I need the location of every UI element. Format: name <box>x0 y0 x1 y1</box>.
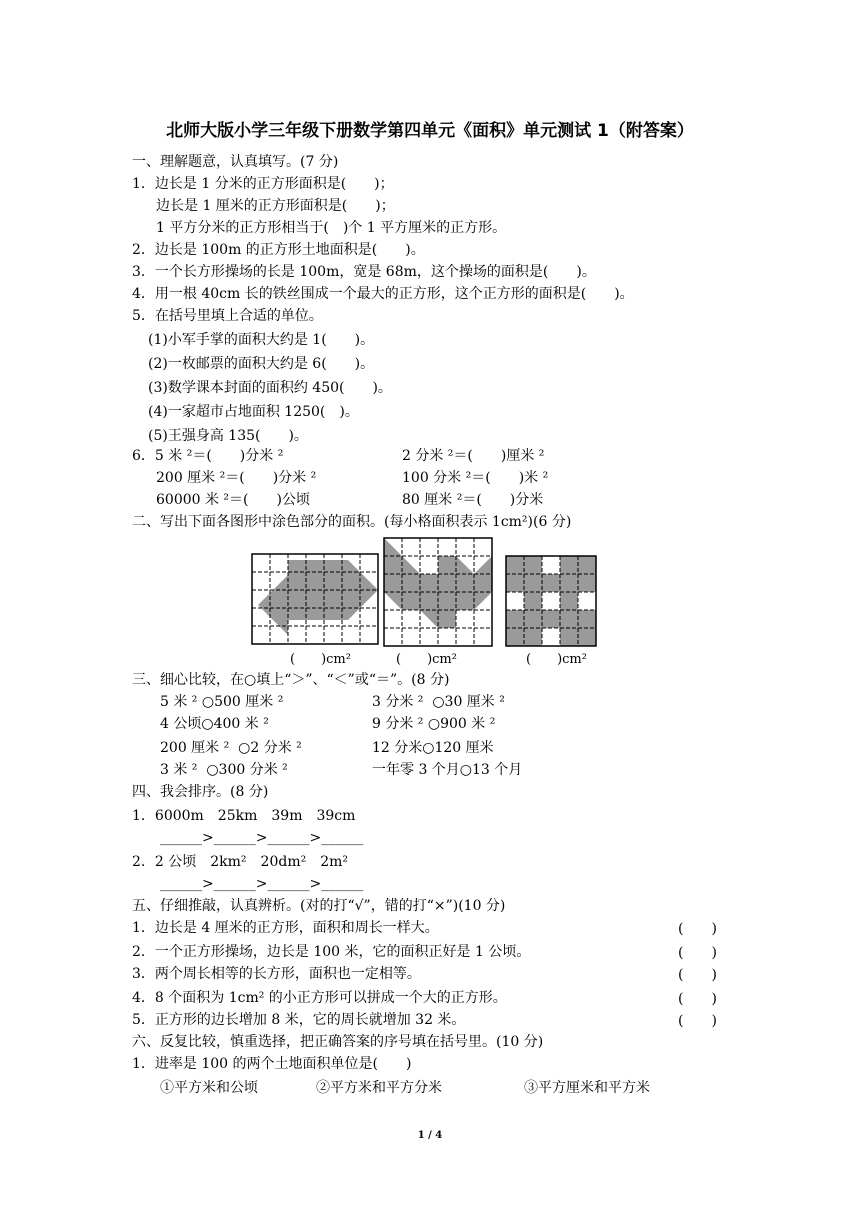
line-s5-q1: 1．边长是 4 厘米的正方形，面积和周长一样大。 <box>132 920 439 936</box>
line-s4-q1-blank: ______>______>______>______ <box>160 830 364 846</box>
line-s3-b: 3 分米 ² ○30 厘米 ² <box>372 694 505 710</box>
line-s3-g: 3 米 ² ○300 分米 ² <box>160 762 288 778</box>
line-s1-q6-f: 80 厘米 ²＝( )分米 <box>402 492 544 508</box>
grid-figure-3 <box>506 556 596 646</box>
judge-bracket-2[interactable]: ( ) <box>678 945 717 961</box>
line-s5-q5: 5．正方形的边长增加 8 米，它的周长就增加 32 米。 <box>132 1012 466 1028</box>
line-s6-o2: ②平方米和平方分米 <box>316 1080 442 1096</box>
judge-bracket-3[interactable]: ( ) <box>678 967 717 983</box>
judge-bracket-1[interactable]: ( ) <box>678 921 717 937</box>
shaded-grid-figures <box>250 536 610 648</box>
line-s6-q1: 1．进率是 100 的两个土地面积单位是( ) <box>132 1056 412 1072</box>
line-s1-q5-5: (5)王强身高 135( )。 <box>148 428 308 444</box>
line-s5-q4: 4．8 个面积为 1cm² 的小正方形可以拼成一个大的正方形。 <box>132 990 507 1006</box>
figure-caption-1[interactable]: ( )cm² <box>290 652 351 667</box>
figure-3-shape <box>506 556 596 646</box>
line-s1-q5: 5．在括号里填上合适的单位。 <box>132 308 323 324</box>
line-s2-head: 二、写出下面各图形中涂色部分的面积。(每小格面积表示 1cm²)(6 分) <box>132 514 572 530</box>
line-s1-q6-c: 200 厘米 ²＝( )分米 ² <box>156 470 317 486</box>
page-title: 北师大版小学三年级下册数学第四单元《面积》单元测试 1（附答案） <box>166 121 694 141</box>
line-s5-head: 五、仔细推敲，认真辨析。(对的打“√”，错的打“×”)(10 分) <box>132 898 506 914</box>
line-s3-head: 三、细心比较，在○填上“＞”、“＜”或“＝”。(8 分) <box>132 672 450 688</box>
line-s1-q6-b: 2 分米 ²＝( )厘米 ² <box>402 448 545 464</box>
line-s3-a: 5 米 ² ○500 厘米 ² <box>160 694 284 710</box>
line-s1-q4: 4．用一根 40cm 长的铁丝围成一个最大的正方形，这个正方形的面积是( )。 <box>132 286 634 302</box>
line-s1-q1b: 边长是 1 厘米的正方形面积是( )； <box>156 198 395 214</box>
line-s1-q6-d: 100 分米 ²＝( )米 ² <box>402 470 549 486</box>
line-s4-q2-blank: ______>______>______>______ <box>160 876 364 892</box>
line-s6-o3: ③平方厘米和平方米 <box>524 1080 650 1096</box>
line-s1-q1a: 1．边长是 1 分米的正方形面积是( )； <box>132 176 394 192</box>
line-s5-q3: 3．两个周长相等的长方形，面积也一定相等。 <box>132 966 421 982</box>
line-s3-d: 9 分米 ² ○900 米 ² <box>372 716 496 732</box>
line-s1-head: 一、理解题意，认真填写。(7 分) <box>132 154 339 170</box>
line-s1-q6-e: 60000 米 ²＝( )公顷 <box>156 492 310 508</box>
line-s6-head: 六、反复比较，慎重选择，把正确答案的序号填在括号里。(10 分) <box>132 1034 544 1050</box>
line-s4-q1: 1．6000m 25km 39m 39cm <box>132 808 356 824</box>
line-s1-q1c: 1 平方分米的正方形相当于( )个 1 平方厘米的正方形。 <box>156 220 507 236</box>
figure-caption-2[interactable]: ( )cm² <box>396 652 457 667</box>
line-s3-c: 4 公顷○400 米 ² <box>160 716 269 732</box>
line-s1-q5-1: (1)小军手掌的面积大约是 1( )。 <box>148 332 375 348</box>
line-s1-q5-4: (4)一家超市占地面积 1250( )。 <box>148 404 359 420</box>
judge-bracket-5[interactable]: ( ) <box>678 1013 717 1029</box>
line-s3-e: 200 厘米 ² ○2 分米 ² <box>160 740 302 756</box>
line-s1-q5-3: (3)数学课本封面的面积约 450( )。 <box>148 380 392 396</box>
page-number: 1 / 4 <box>417 1130 443 1141</box>
line-s1-q5-2: (2)一枚邮票的面积大约是 6( )。 <box>148 356 375 372</box>
figure-captions <box>0 648 860 668</box>
line-s1-q3: 3．一个长方形操场的长是 100m，宽是 68m，这个操场的面积是( )。 <box>132 264 596 280</box>
line-s5-q2: 2．一个正方形操场，边长是 100 米，它的面积正好是 1 公顷。 <box>132 944 531 960</box>
grid-figure-1 <box>252 554 378 644</box>
judge-bracket-4[interactable]: ( ) <box>678 991 717 1007</box>
line-s3-f: 12 分米○120 厘米 <box>372 740 494 756</box>
line-s3-h: 一年零 3 个月○13 个月 <box>372 762 523 778</box>
figure-caption-3[interactable]: ( )cm² <box>526 652 587 667</box>
line-s1-q6-a: 6．5 米 ²＝( )分米 ² <box>132 448 284 464</box>
grid-figure-2 <box>384 538 492 646</box>
line-s4-q2: 2．2 公顷 2km² 20dm² 2m² <box>132 854 349 870</box>
line-s6-o1: ①平方米和公顷 <box>160 1080 258 1096</box>
line-s4-head: 四、我会排序。(8 分) <box>132 784 269 800</box>
line-s1-q2: 2．边长是 100m 的正方形土地面积是( )。 <box>132 242 425 258</box>
